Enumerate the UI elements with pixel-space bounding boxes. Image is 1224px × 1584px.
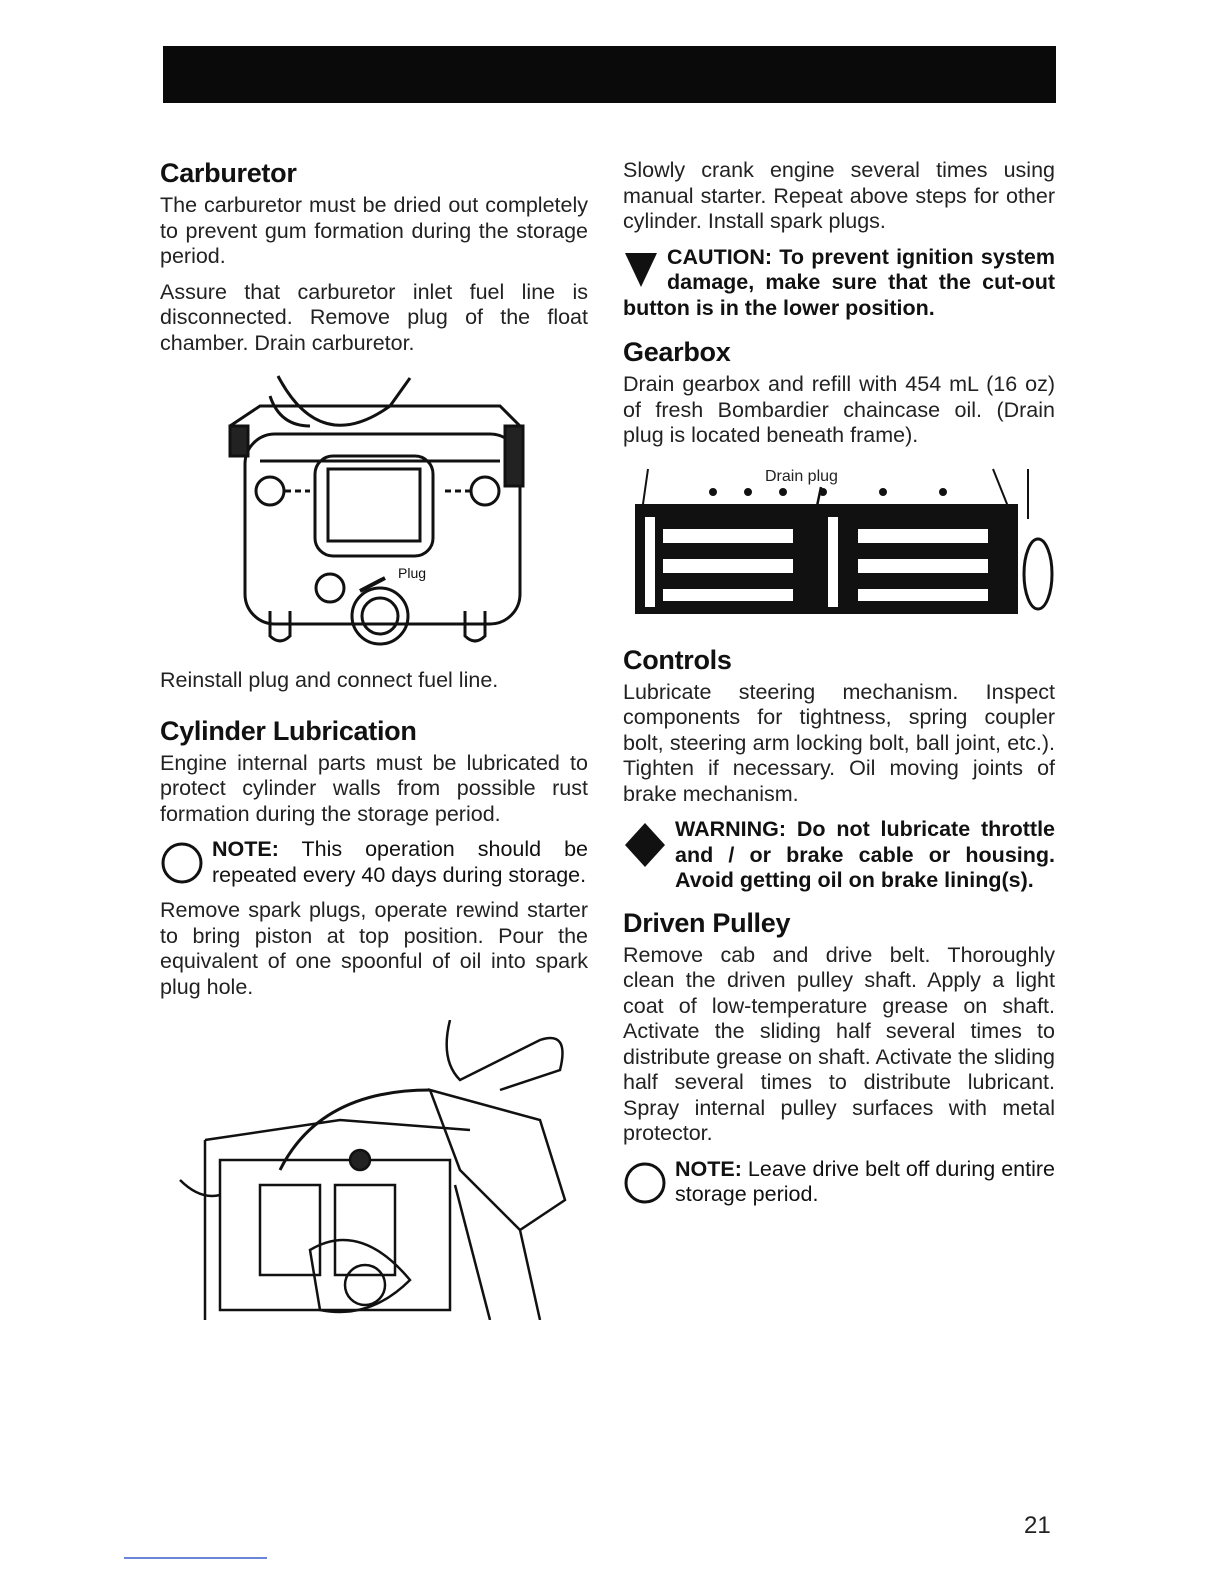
caution-notice	[623, 245, 1055, 322]
gearbox-text: Drain gearbox and refill with 454 mL (16 oz) of fresh Bombardier chaincase oil. (Drain plug is located beneath frame).	[623, 372, 1055, 447]
caution-triangle-icon	[623, 249, 659, 289]
left-column	[160, 158, 588, 1320]
pulley-note	[623, 1157, 1055, 1208]
controls-text: Lubricate steering mechanism. Inspect components for tightness, spring coupler bolt, steering arm locking bolt, ball joint, etc.). Tighten if necessary. Oil moving joints of brake mechanism.	[623, 679, 1055, 806]
carburetor-plug-label: Plug	[398, 565, 427, 581]
caution-text: CAUTION: To prevent ignition system damage, make sure that the cut-out button is in the lower position.	[623, 244, 1055, 320]
pulley-note-text: Leave drive belt off during entire storage period.	[675, 1156, 1055, 1206]
page-number: 21	[1024, 1512, 1051, 1539]
cylinder-note-label: NOTE:	[212, 837, 279, 861]
gearbox-drain-plug-label: Drain plug	[765, 467, 838, 485]
engine-figure	[160, 1020, 588, 1320]
carburetor-para-2: Assure that carburetor inlet fuel line is disconnected. Remove plug of the float chamber. Drain carburetor.	[160, 279, 588, 355]
carburetor-heading: Carburetor	[160, 158, 297, 188]
pulley-heading: Driven Pulley	[623, 907, 791, 938]
carburetor-para-3: Reinstall plug and connect fuel line.	[160, 668, 499, 692]
gearbox-drain-illustration	[623, 459, 1055, 619]
cylinder-note-text: This operation should be repeated every 40 days during storage.	[212, 837, 588, 887]
cylinder-para-2: Remove spark plugs, operate rewind starter to bring piston at top position. Pour the equivalent of one spoonful of oil into spark plug hole.	[160, 898, 588, 999]
cylinder-note	[160, 837, 588, 888]
right-intro: Slowly crank engine several times using manual starter. Repeat above steps for other cylinder. Install spark plugs.	[623, 158, 1055, 233]
pulley-note-label: NOTE:	[675, 1156, 742, 1181]
gearbox-heading: Gearbox	[623, 337, 731, 367]
warning-text: WARNING: Do not lubricate throttle and / or brake cable or housing. Avoid getting oil on brake lining(s).	[675, 817, 1055, 892]
controls-heading: Controls	[623, 644, 732, 675]
carburetor-illustration	[160, 366, 588, 656]
warning-notice	[623, 817, 1055, 894]
right-column	[623, 158, 1055, 1218]
engine-oil-can-illustration	[160, 1020, 588, 1320]
cylinder-para-1: Engine internal parts must be lubricated to protect cylinder walls from possible rust formation during the storage period.	[160, 750, 588, 826]
warning-diamond-icon	[623, 821, 667, 869]
note-circle-icon	[160, 841, 204, 885]
header-bar	[163, 46, 1056, 103]
pulley-text: Remove cab and drive belt. Thoroughly clean the driven pulley shaft. Apply a light coat of low-temperature grease on shaft. Activate the sliding half several times to distribute grease on shaft. Activate the sliding half several times to distribute lubricant. Spray internal pulley surfaces with metal protector.	[623, 942, 1055, 1145]
footer-line	[124, 1557, 267, 1559]
cylinder-heading: Cylinder Lubrication	[160, 715, 417, 746]
note-circle-icon	[623, 1161, 667, 1205]
carburetor-para-1: The carburetor must be dried out completely to prevent gum formation during the storage period.	[160, 193, 588, 268]
gearbox-figure	[623, 459, 1055, 619]
carburetor-figure	[160, 366, 588, 656]
